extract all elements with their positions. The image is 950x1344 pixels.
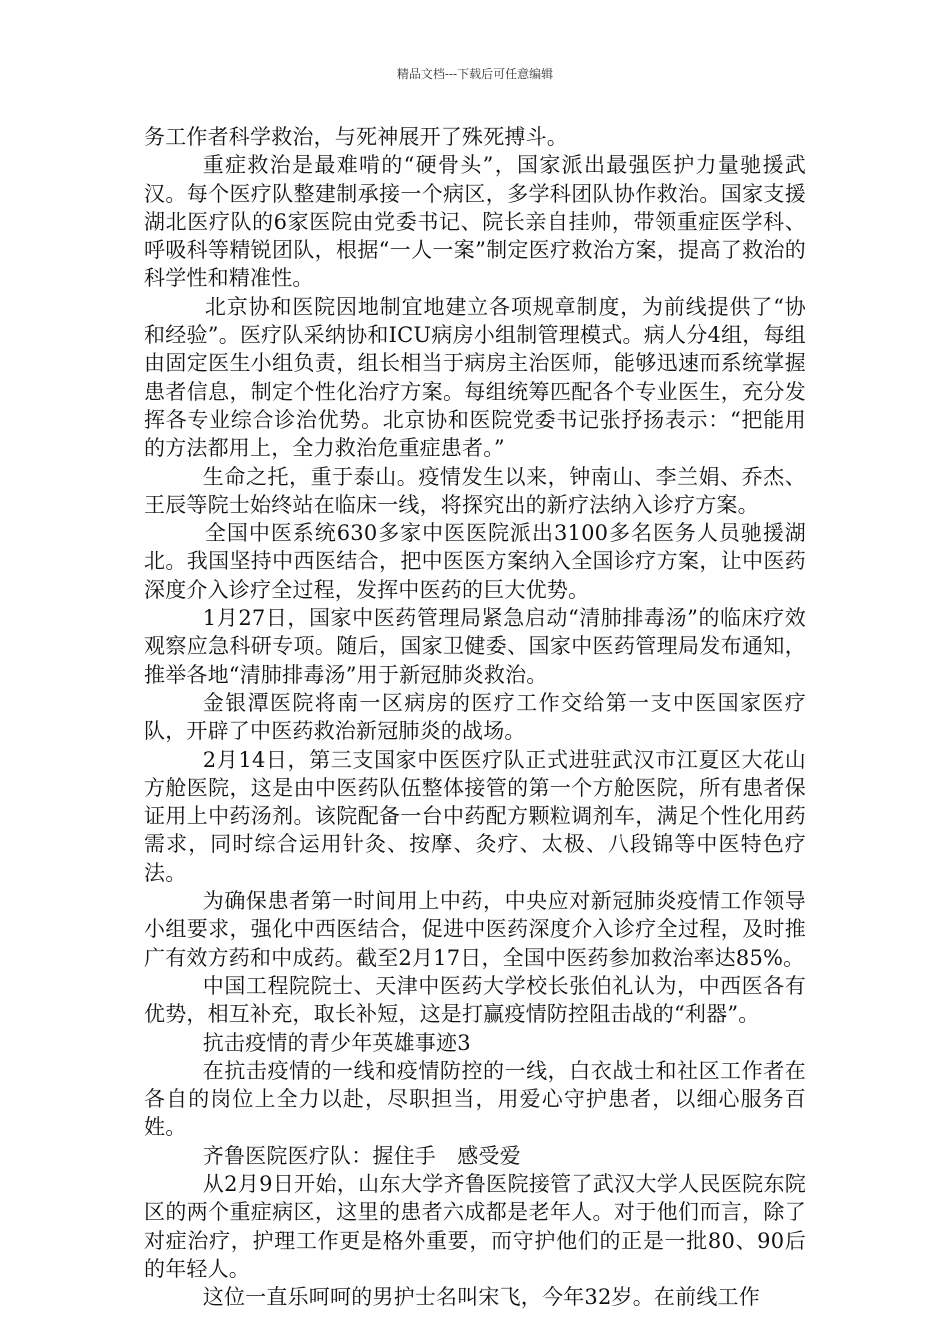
paragraph: 重症救治是最难啃的“硬骨头”，国家派出最强医护力量驰援武汉。每个医疗队整建制承接一个病区，多学科团队协作救治。国家支援湖北医疗队的6家医院由党委书记、院长亲自挂帅，带领重症医学科、呼吸科等精锐团队，根据“一人一案”制定医疗救治方案，提高了救治的科学性和精准性。: [144, 153, 806, 291]
section-heading: 抗击疫情的青少年英雄事迹3: [202, 1030, 471, 1055]
paragraph: 为确保患者第一时间用上中药，中央应对新冠肺炎疫情工作领导小组要求，强化中西医结合，促进中医药深度介入诊疗全过程，及时推广有效方药和中成药。截至2月17日，全国中医药参加救治率达85%。: [144, 889, 806, 970]
document-body: [144, 123, 806, 1311]
paragraph: 北京协和医院因地制宜地建立各项规章制度，为前线提供了“协和经验”。医疗队采纳协和ICU病房小组制管理模式。病人分4组，每组由固定医生小组负责，组长相当于病房主治医师，能够迅速而系统掌握患者信息，制定个性化治疗方案。每组统筹匹配各个专业医生，充分发挥各专业综合诊治优势。北京协和医院党委书记张抒扬表示：“把能用的方法都用上，全力救治危重症患者。”: [144, 294, 806, 461]
paragraph: 生命之托，重于泰山。疫情发生以来，钟南山、李兰娟、乔杰、王辰等院士始终站在临床一线，将探究出的新疗法纳入诊疗方案。: [144, 464, 806, 517]
paragraph: 务工作者科学救治，与死神展开了殊死搏斗。: [144, 125, 568, 149]
paragraph: 2月14日，第三支国家中医医疗队正式进驻武汉市江夏区大花山方舱医院，这是由中医药队伍整体接管的第一个方舱医院，所有患者保证用上中药汤剂。该院配备一台中药配方颗粒调剂车，满足个性化用药需求，同时综合运用针灸、按摩、灸疗、太极、八段锦等中医特色疗法。: [144, 747, 806, 885]
section-heading: 齐鲁医院医疗队：握住手 感受爱: [202, 1143, 521, 1168]
paragraph: 从2月9日开始，山东大学齐鲁医院接管了武汉大学人民医院东院区的两个重症病区，这里的患者六成都是老年人。对于他们而言，除了对症治疗，护理工作更是格外重要，而守护他们的正是一批80、90后的年轻人。: [144, 1171, 806, 1281]
paragraph: 全国中医系统630多家中医医院派出3100多名医务人员驰援湖北。我国坚持中西医结合，把中医医方案纳入全国诊疗方案，让中医药深度介入诊疗全过程，发挥中医药的巨大优势。: [144, 521, 806, 602]
paragraph: 1月27日，国家中医药管理局紧急启动“清肺排毒汤”的临床疗效观察应急科研专项。随后，国家卫健委、国家中医药管理局发布通知，推举各地“清肺排毒汤”用于新冠肺炎救治。: [144, 606, 806, 687]
paragraph: 这位一直乐呵呵的男护士名叫宋飞，今年32岁。在前线工作: [202, 1285, 760, 1310]
paragraph: 在抗击疫情的一线和疫情防控的一线，白衣战士和社区工作者在各自的岗位上全力以赴，尽职担当，用爱心守护患者，以细心服务百姓。: [144, 1058, 806, 1140]
page-header: 精品文档---下载后可任意编辑: [396, 67, 554, 81]
paragraph: 金银潭医院将南一区病房的医疗工作交给第一支中医国家医疗队，开辟了中医药救治新冠肺炎的战场。: [144, 690, 806, 744]
paragraph: 中国工程院院士、天津中医药大学校长张伯礼认为，中西医各有优势，相互补充，取长补短，这是打赢疫情防控阻击战的“利器”。: [144, 973, 806, 1027]
